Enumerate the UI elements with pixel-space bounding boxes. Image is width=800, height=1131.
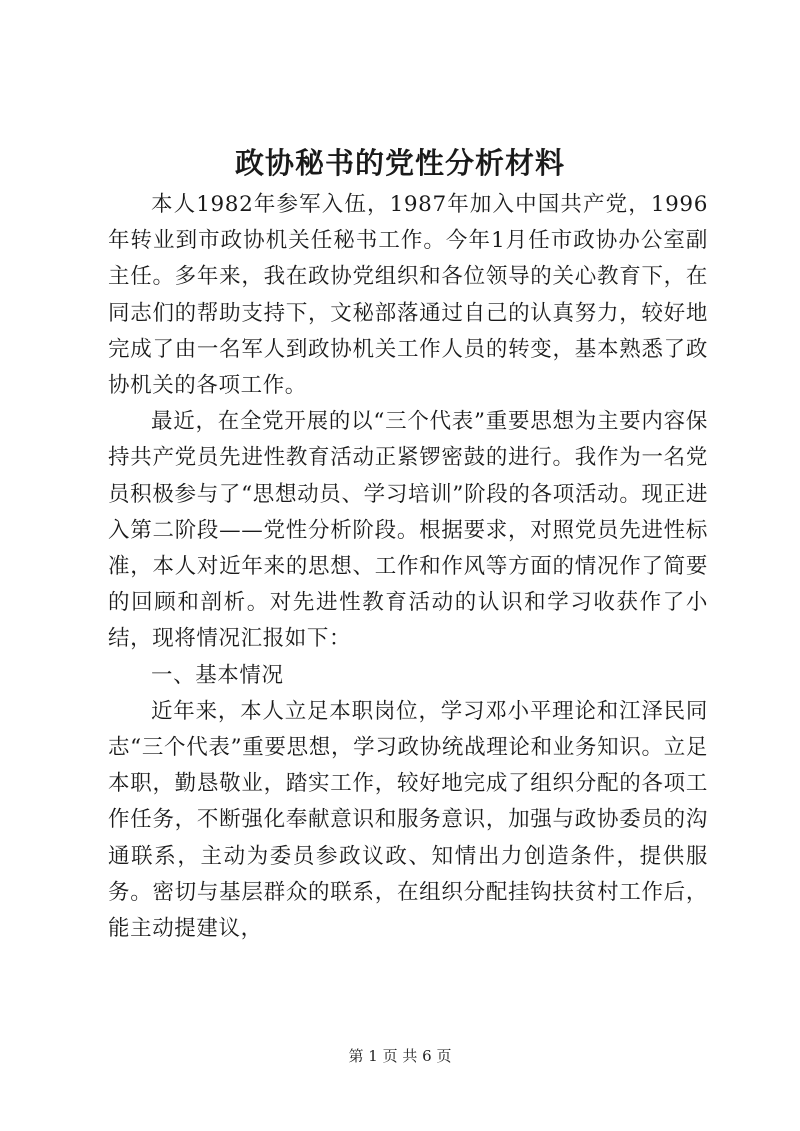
- paragraph-basic-situation: 近年来，本人立足本职岗位，学习邓小平理论和江泽民同志“三个代表”重要思想，学习政协统战理论和业务知识。立足本职，勤恳敬业，踏实工作，较好地完成了组织分配的各项工作任务，不断强化奉献意识和服务意识，加强与政协委员的沟通联系，主动为委员参政议政、知情出力创造条件，提供服务。密切与基层群众的联系，在组织分配挂钩扶贫村工作后，能主动提建议，: [108, 698, 708, 942]
- document-body: [108, 187, 708, 947]
- document-title: 政协秘书的党性分析材料: [234, 146, 565, 180]
- page-number-footer: 第 1 页 共 6 页: [348, 1047, 452, 1065]
- paragraph-intro: 本人1982年参军入伍，1987年加入中国共产党，1996年转业到市政协机关任秘书工作。今年1月任市政协办公室副主任。多年来，我在政协党组织和各位领导的关心教育下，在同志们的帮助支持下，文秘部落通过自己的认真努力，较好地完成了由一名军人到政协机关工作人员的转变，基本熟悉了政协机关的各项工作。: [108, 192, 708, 399]
- section-heading: 一、基本情况: [151, 662, 284, 688]
- paragraph-background: 最近，在全党开展的以“三个代表”重要思想为主要内容保持共产党员先进性教育活动正紧锣密鼓的进行。我作为一名党员积极参与了“思想动员、学习培训”阶段的各项活动。现正进入第二阶段——党性分析阶段。根据要求，对照党员先进性标准，本人对近年来的思想、工作和作风等方面的情况作了简要的回顾和剖析。对先进性教育活动的认识和学习收获作了小结，现将情况汇报如下：: [108, 409, 708, 652]
